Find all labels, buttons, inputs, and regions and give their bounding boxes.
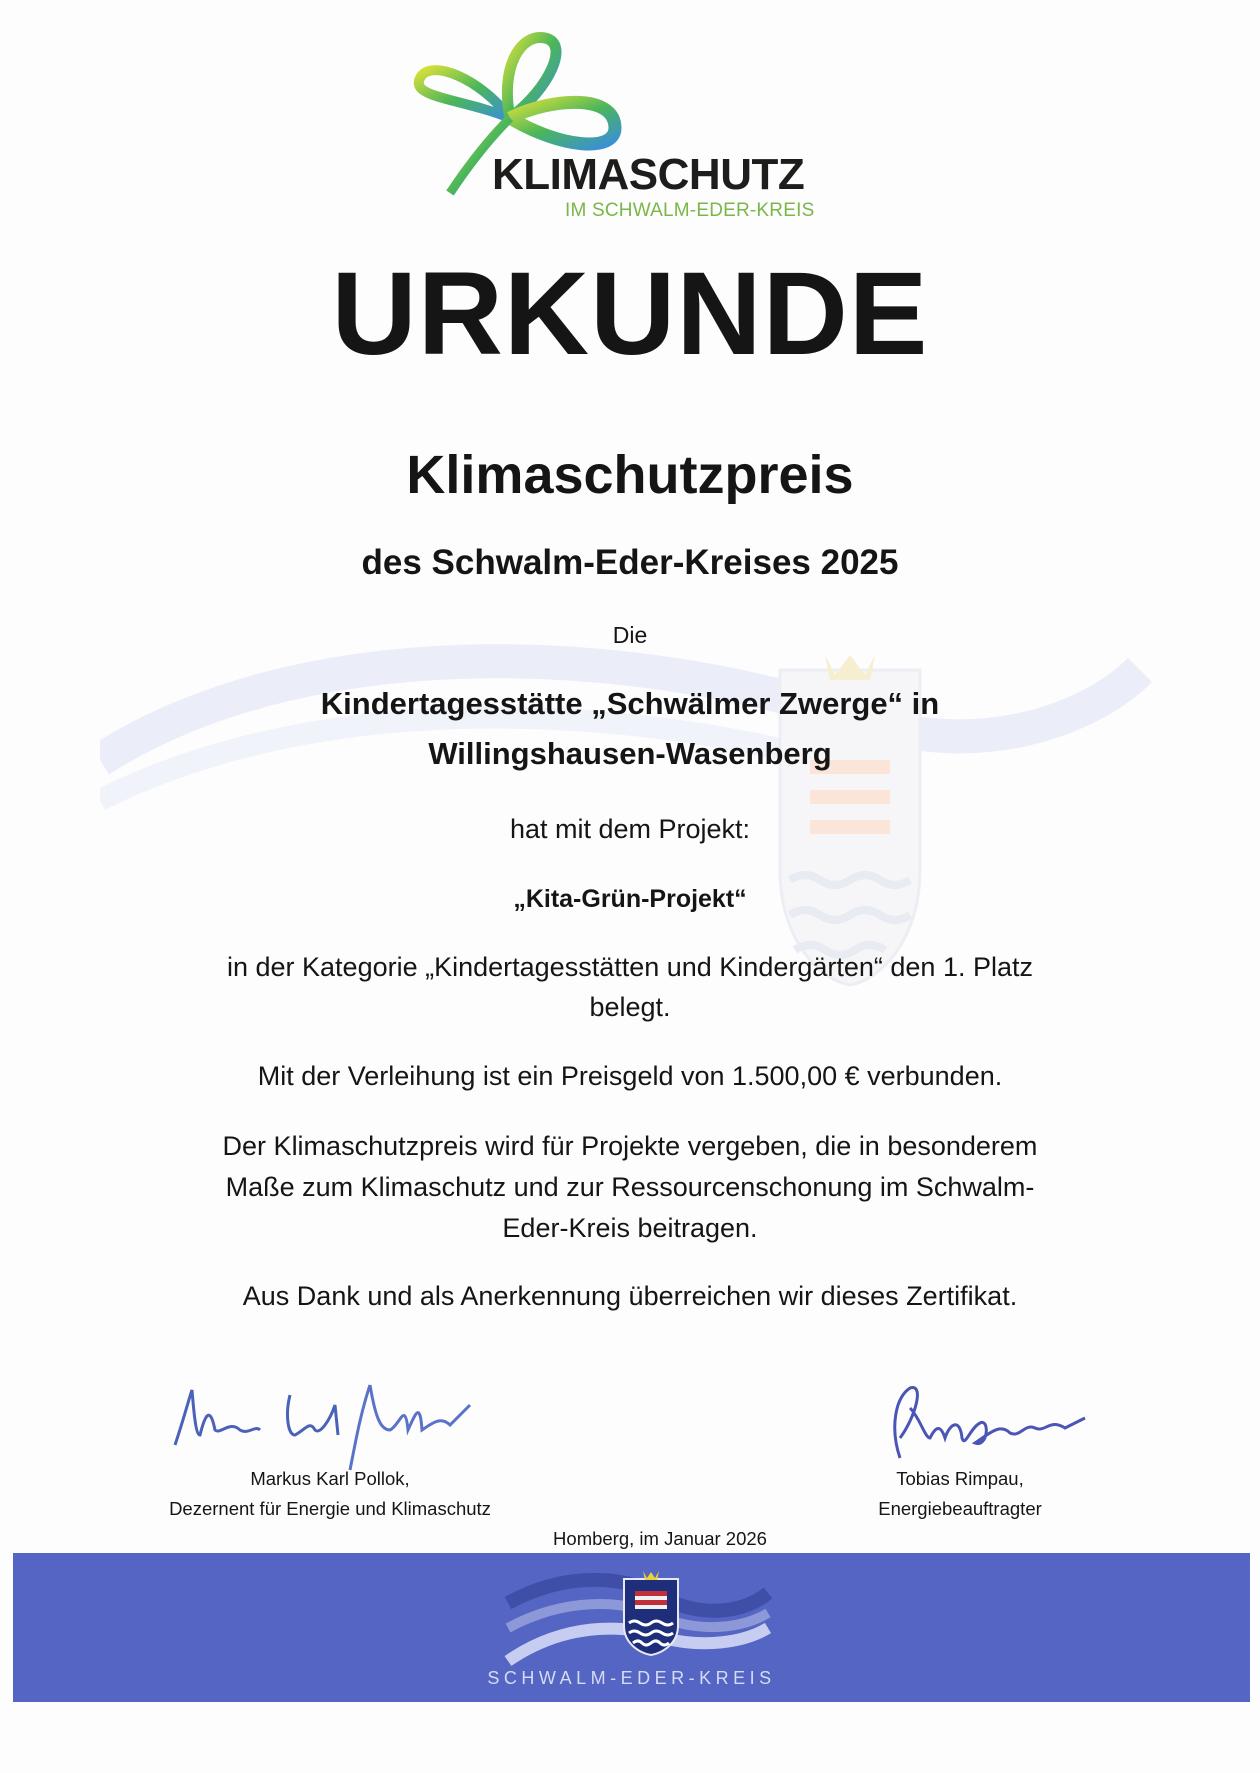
description-line-3: Eder-Kreis beitragen.	[502, 1213, 758, 1243]
signatory-2-role: Energiebeauftragter	[878, 1498, 1042, 1519]
prize-money-text: Mit der Verleihung ist ein Preisgeld von 1.500,00 € verbunden.	[257, 1061, 1003, 1091]
coat-of-arms-icon	[621, 1571, 681, 1656]
certificate-title: URKUNDE	[331, 248, 929, 380]
award-subtitle: des Schwalm-Eder-Kreises 2025	[361, 543, 899, 582]
project-intro: hat mit dem Projekt:	[509, 814, 751, 844]
category-line-1: in der Kategorie „Kindertagesstätten und Kindergärten“ den 1. Platz	[226, 952, 1033, 982]
watermark-swoosh-icon	[100, 640, 1160, 820]
signatory-2-name: Tobias Rimpau,	[896, 1468, 1024, 1489]
signature-rimpau-icon	[870, 1378, 1090, 1468]
signature-pollok-icon	[170, 1375, 480, 1475]
recipient-line-2: Willingshausen-Wasenberg	[428, 736, 832, 771]
category-line-2: belegt.	[589, 992, 671, 1022]
intro-text: Die	[612, 622, 648, 648]
place-date: Homberg, im Januar 2026	[553, 1528, 767, 1549]
signatory-1-role: Dezernent für Energie und Klimaschutz	[169, 1498, 491, 1519]
award-name: Klimaschutzpreis	[406, 445, 854, 505]
thanks-text: Aus Dank und als Anerkennung überreichen wir dieses Zertifikat.	[242, 1281, 1018, 1311]
project-name: „Kita-Grün-Projekt“	[513, 885, 747, 913]
signatory-1-name: Markus Karl Pollok,	[250, 1468, 410, 1489]
footer-label: SCHWALM-EDER-KREIS	[487, 1668, 776, 1688]
logo-subtitle: IM SCHWALM-EDER-KREIS	[565, 200, 815, 221]
footer-banner	[13, 1553, 1250, 1702]
description-line-2: Maße zum Klimaschutz und zur Ressourcenschonung im Schwalm-	[225, 1172, 1035, 1202]
recipient-line-1: Kindertagesstätte „Schwälmer Zwerge“ in	[320, 686, 940, 721]
logo-title: KLIMASCHUTZ	[492, 150, 805, 199]
description-line-1: Der Klimaschutzpreis wird für Projekte vergeben, die in besonderem	[222, 1131, 1038, 1161]
